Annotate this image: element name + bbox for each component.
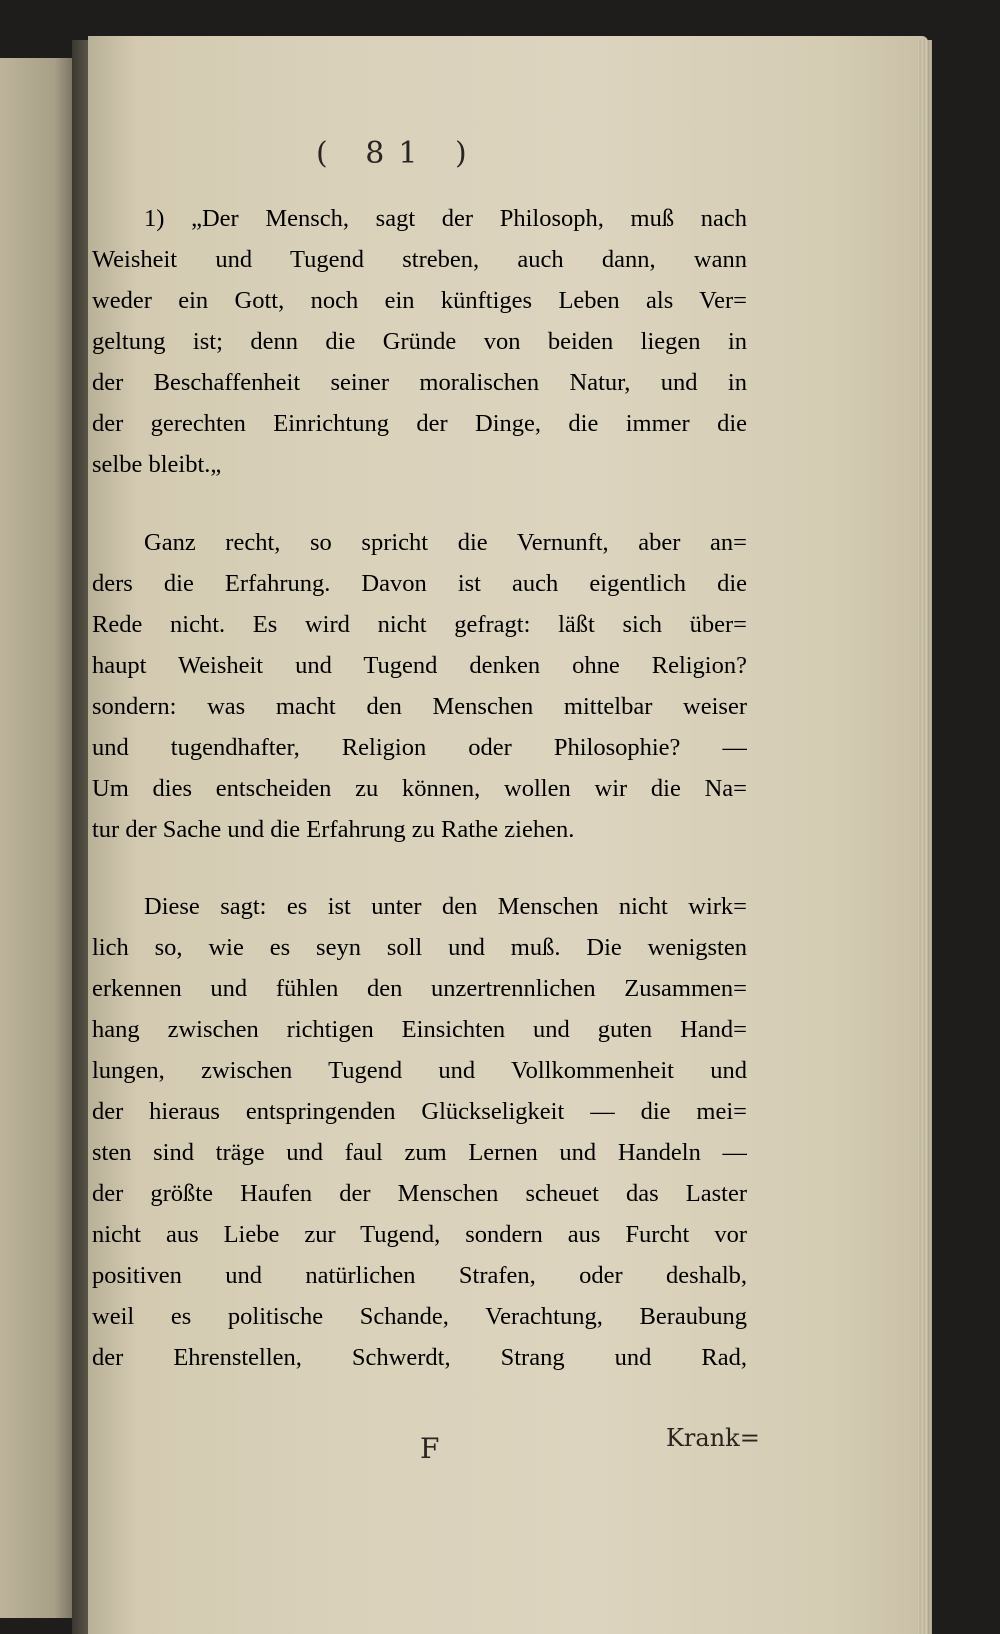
paragraph-line: sten sind träge und faul zum Lernen und Handeln — bbox=[92, 1139, 747, 1166]
paragraph-line: Rede nicht. Es wird nicht gefragt: läßt sich über= bbox=[92, 611, 747, 638]
paragraph-line: nicht aus Liebe zur Tugend, sondern aus Furcht vor bbox=[92, 1221, 747, 1248]
paragraph-line: ders die Erfahrung. Davon ist auch eigentlich die bbox=[92, 570, 747, 597]
paragraph-3 bbox=[92, 886, 747, 1378]
paragraph-line: positiven und natürlichen Strafen, oder deshalb, bbox=[92, 1262, 747, 1289]
paragraph-line: weder ein Gott, noch ein künftiges Leben als Ver= bbox=[92, 287, 747, 314]
paragraph-line: der hieraus entspringenden Glückseligkeit — die mei= bbox=[92, 1098, 747, 1125]
paragraph-line: Weisheit und Tugend streben, auch dann, wann bbox=[92, 246, 747, 273]
catchword: Krank= bbox=[666, 1424, 760, 1452]
paragraph-line: selbe bleibt.„ bbox=[92, 451, 222, 478]
paragraph-2 bbox=[92, 522, 747, 850]
left-page-edge bbox=[0, 58, 78, 1618]
signature-mark: F bbox=[420, 1432, 440, 1465]
paragraph-line: erkennen und fühlen den unzertrennlichen Zusammen= bbox=[92, 975, 747, 1002]
paragraph-line: Ganz recht, so spricht die Vernunft, aber an= bbox=[144, 529, 747, 556]
paragraph-line: der größte Haufen der Menschen scheuet das Laster bbox=[92, 1180, 747, 1207]
paragraph-line: geltung ist; denn die Gründe von beiden liegen in bbox=[92, 328, 747, 355]
paragraph-line: der gerechten Einrichtung der Dinge, die immer die bbox=[92, 410, 747, 437]
paragraph-line: lungen, zwischen Tugend und Vollkommenheit und bbox=[92, 1057, 747, 1084]
paragraph-line: 1) „Der Mensch, sagt der Philosoph, muß nach bbox=[144, 205, 747, 232]
paragraph-line: Um dies entscheiden zu können, wollen wir die Na= bbox=[92, 775, 747, 802]
paragraph-line: lich so, wie es seyn soll und muß. Die wenigsten bbox=[92, 934, 747, 961]
paragraph-line: Diese sagt: es ist unter den Menschen nicht wirk= bbox=[144, 893, 747, 920]
page-edge-stack bbox=[918, 40, 932, 1634]
paragraph-line: und tugendhafter, Religion oder Philosophie? — bbox=[92, 734, 747, 761]
paragraph-1 bbox=[92, 198, 747, 485]
paragraph-line: der Beschaffenheit seiner moralischen Natur, und in bbox=[92, 369, 747, 396]
paragraph-line: hang zwischen richtigen Einsichten und guten Hand= bbox=[92, 1016, 747, 1043]
paragraph-line: weil es politische Schande, Verachtung, Beraubung bbox=[92, 1303, 747, 1330]
paragraph-line: der Ehrenstellen, Schwerdt, Strang und Rad, bbox=[92, 1344, 747, 1371]
page-number: ( 81 ) bbox=[316, 136, 481, 171]
paragraph-line: sondern: was macht den Menschen mittelbar weiser bbox=[92, 693, 747, 720]
paragraph-line: tur der Sache und die Erfahrung zu Rathe ziehen. bbox=[92, 816, 575, 843]
paragraph-line: haupt Weisheit und Tugend denken ohne Religion? bbox=[92, 652, 747, 679]
